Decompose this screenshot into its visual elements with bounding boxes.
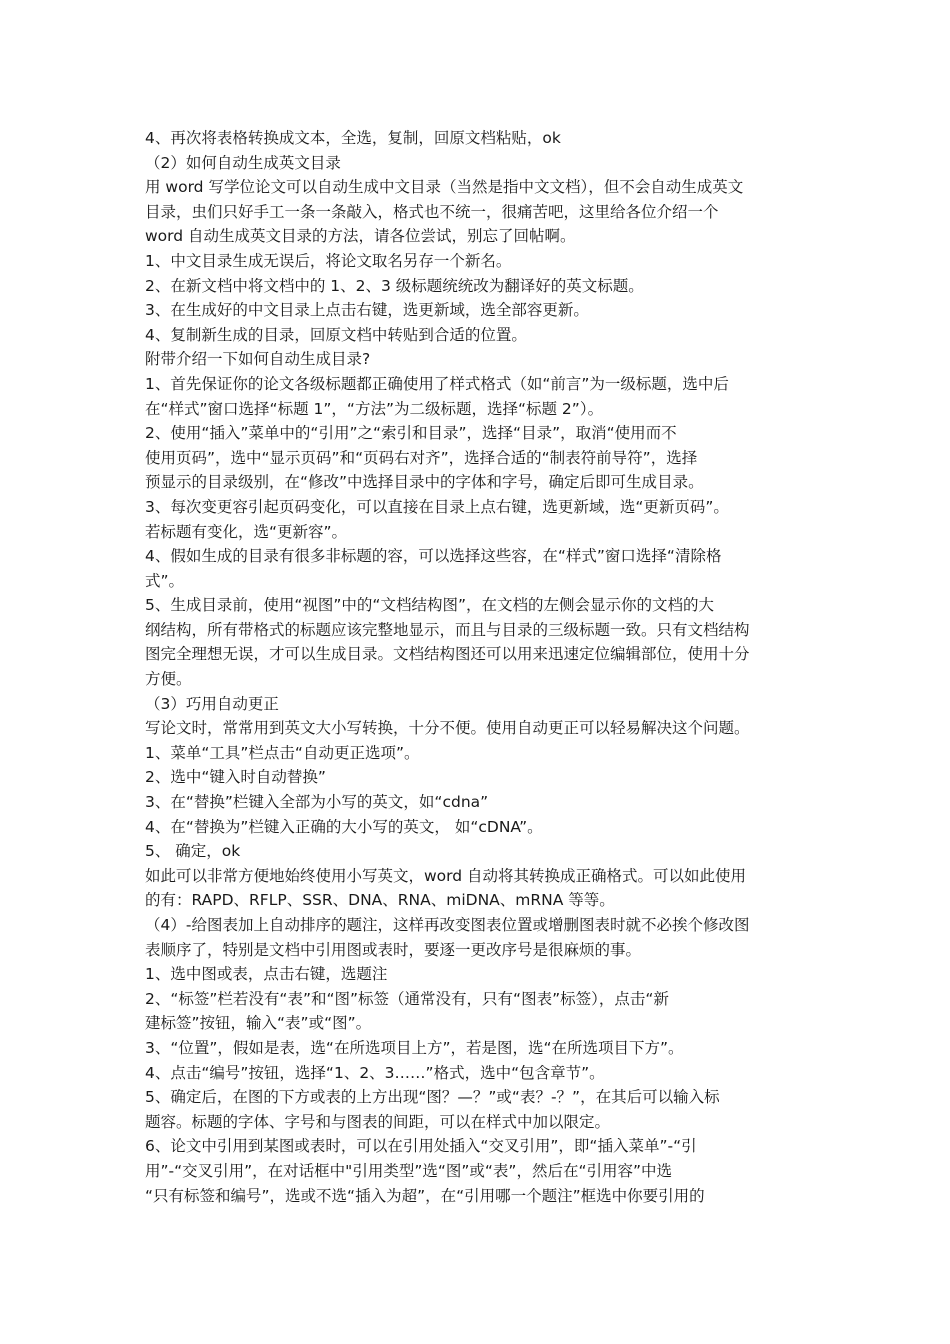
- text-line: 1、选中图或表，点击右键，选题注: [145, 965, 388, 984]
- text-line: 2、使用“插入”菜单中的“引用”之“索引和目录”，选择“目录”，取消“使用而不: [145, 424, 677, 443]
- text-line: 在“样式”窗口选择“标题 1”，“方法”为二级标题，选择“标题 2”）。: [145, 399, 604, 418]
- text-line: 4、复制新生成的目录，回原文档中转贴到合适的位置。: [145, 325, 527, 344]
- text-line: 题容。标题的字体、字号和与图表的间距，可以在样式中加以限定。: [145, 1112, 611, 1131]
- document-body: [145, 126, 801, 1208]
- text-line: 3、“位置”，假如是表，选“在所选项目上方”，若是图，选“在所选项目下方”。: [145, 1038, 684, 1057]
- text-line: 3、每次变更容引起页码变化，可以直接在目录上点右键，选更新域，选“更新页码”。: [145, 497, 729, 516]
- text-line: 若标题有变化，选“更新容”。: [145, 522, 348, 541]
- text-line: 用”-“交叉引用”，在对话框中"引用类型”选“图”或“表”，然后在“引用容”中选: [145, 1161, 673, 1180]
- text-line: word 自动生成英文目录的方法，请各位尝试，别忘了回帖啊。: [145, 227, 576, 246]
- text-line: 3、在“替换”栏键入全部为小写的英文，如“cdna”: [145, 793, 489, 812]
- section-heading: （2）如何自动生成英文目录: [145, 153, 341, 172]
- section-heading: （3）巧用自动更正: [145, 694, 279, 713]
- text-line: 使用页码”，选中“显示页码”和“页码右对齐”，选择合适的“制表符前导符”，选择: [145, 448, 698, 467]
- text-line: 纲结构，所有带格式的标题应该完整地显示，而且与目录的三级标题一致。只有文档结构: [145, 620, 750, 639]
- text-line: 5、生成目录前，使用“视图”中的“文档结构图”，在文档的左侧会显示你的文档的大: [145, 596, 714, 615]
- text-line: 附带介绍一下如何自动生成目录?: [145, 350, 371, 369]
- text-line: 写论文时，常常用到英文大小写转换，十分不便。使用自动更正可以轻易解决这个问题。: [145, 719, 750, 738]
- text-line: 2、选中“键入时自动替换”: [145, 768, 326, 787]
- text-line: 目录，虫们只好手工一条一条敲入，格式也不统一，很痛苦吧，这里给各位介绍一个: [145, 202, 719, 221]
- text-line: 1、中文目录生成无误后，将论文取名另存一个新名。: [145, 251, 512, 270]
- text-line: 方便。: [145, 670, 192, 689]
- text-line: 2、在新文档中将文档中的 1、2、3 级标题统统改为翻译好的英文标题。: [145, 276, 644, 295]
- text-line: 式”。: [145, 571, 185, 590]
- text-line: 4、再次将表格转换成文本，全选，复制，回原文档粘贴，ok: [145, 129, 561, 147]
- text-line: 1、首先保证你的论文各级标题都正确使用了样式格式（如“前言”为一级标题，选中后: [145, 374, 729, 393]
- text-line: 用 word 写学位论文可以自动生成中文目录（当然是指中文文档），但不会自动生成英文: [145, 178, 744, 197]
- text-line: 5、 确定，ok: [145, 842, 241, 861]
- text-line: 4、点击“编号”按钮，选择“1、2、3……”格式，选中“包含章节”。: [145, 1063, 605, 1082]
- text-line: 如此可以非常方便地始终使用小写英文，word 自动将其转换成正确格式。可以如此使用: [145, 866, 747, 885]
- text-line: 表顺序了，特别是文档中引用图或表时，要逐一更改序号是很麻烦的事。: [145, 940, 642, 959]
- text-line: 的有：RAPD、RFLP、SSR、DNA、RNA、miDNA、mRNA 等等。: [145, 891, 615, 910]
- text-line: 3、在生成好的中文目录上点击右键，选更新域，选全部容更新。: [145, 301, 589, 320]
- text-line: 5、确定后，在图的下方或表的上方出现“图？—？”或“表？-？”，在其后可以输入标: [145, 1088, 720, 1107]
- text-line: 4、在“替换为”栏键入正确的大小写的英文， 如“cDNA”。: [145, 817, 543, 836]
- section-heading: （4）-给图表加上自动排序的题注，这样再改变图表位置或增删图表时就不必挨个修改图: [145, 916, 750, 934]
- text-line: 6、论文中引用到某图或表时，可以在引用处插入“交叉引用”，即“插入菜单”-“引: [145, 1137, 697, 1156]
- text-line: 预显示的目录级别，在“修改”中选择目录中的字体和字号，确定后即可生成目录。: [145, 473, 704, 492]
- text-line: “只有标签和编号”，选或不选“插入为超”，在“引用哪一个题注”框选中你要引用的: [145, 1186, 705, 1205]
- text-line: 1、菜单“工具”栏点击“自动更正选项”。: [145, 743, 420, 762]
- text-line: 图完全理想无误，才可以生成目录。文档结构图还可以用来迅速定位编辑部位，使用十分: [145, 645, 750, 664]
- text-line: 2、“标签”栏若没有“表”和“图”标签（通常没有，只有“图表”标签），点击“新: [145, 989, 669, 1008]
- text-line: 建标签”按钮，输入“表”或“图”。: [145, 1014, 372, 1033]
- text-line: 4、假如生成的目录有很多非标题的容，可以选择这些容，在“样式”窗口选择“清除格: [145, 547, 722, 566]
